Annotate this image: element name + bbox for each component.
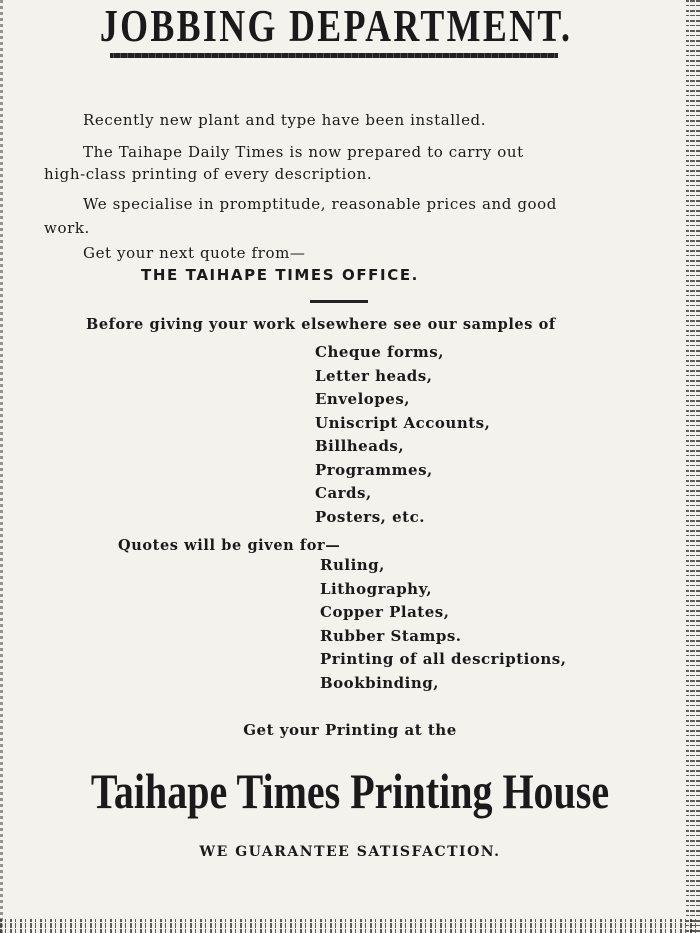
office-name: THE TAIHAPE TIMES OFFICE. [141, 266, 419, 284]
list-item: Posters, etc. [315, 507, 425, 526]
section-divider [310, 300, 368, 303]
quotes-intro: Quotes will be given for— [118, 537, 341, 554]
list-item: Rubber Stamps. [320, 626, 462, 645]
list-item: Envelopes, [315, 390, 410, 408]
intro-line-3a: We specialise in promptitude, reasonable prices and good [83, 195, 557, 213]
list-item: Copper Plates, [320, 603, 450, 621]
quotes-list [320, 554, 566, 695]
right-border-ornament [686, 0, 700, 933]
list-item: Bookbinding, [320, 673, 439, 692]
list-item: Cheque forms, [315, 343, 444, 361]
intro-line-1: Recently new plant and type have been installed. [83, 111, 487, 129]
bottom-border-ornament [0, 919, 700, 933]
samples-list [315, 341, 490, 529]
guarantee-line: WE GUARANTEE SATISFACTION. [199, 844, 501, 860]
list-item: Programmes, [315, 460, 433, 479]
intro-line-2a: The Taihape Daily Times is now prepared to carry out [83, 143, 524, 161]
title-underline [110, 53, 558, 58]
intro-line-3b: work. [44, 219, 90, 237]
intro-line-2b: high-class printing of every description. [44, 165, 373, 183]
intro-line-4: Get your next quote from— [83, 244, 306, 262]
list-item: Billheads, [315, 437, 405, 455]
printing-at-line: Get your Printing at the [243, 721, 457, 739]
samples-intro: Before giving your work elsewhere see our samples of [86, 316, 556, 333]
list-item: Cards, [315, 484, 372, 502]
list-item: Ruling, [320, 556, 385, 574]
list-item: Uniscript Accounts, [315, 413, 491, 432]
page-title: JOBBING DEPARTMENT. [99, 0, 573, 51]
list-item: Lithography, [320, 579, 433, 598]
list-item: Letter heads, [315, 366, 433, 385]
left-border-ornament [0, 0, 3, 933]
list-item: Printing of all descriptions, [320, 650, 567, 668]
printing-house-name: Taihape Times Printing House [90, 763, 610, 819]
